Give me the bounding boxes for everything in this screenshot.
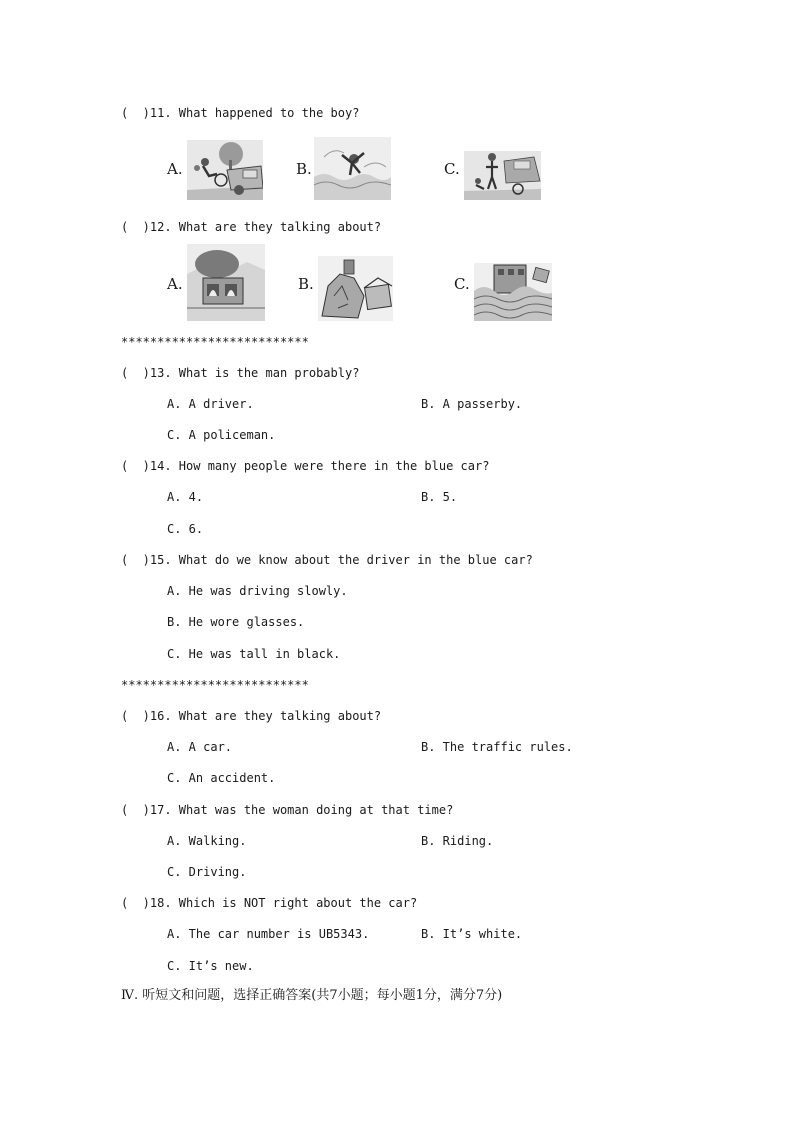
question-18-stem: ( )18. Which is NOT right about the car? xyxy=(121,896,418,910)
flood-waves-image xyxy=(474,263,552,321)
q15-option-a: A. He was driving slowly. xyxy=(167,584,348,598)
q15-option-b: B. He wore glasses. xyxy=(167,615,305,629)
q13-option-c: C. A policeman. xyxy=(167,428,276,442)
house-fire-image xyxy=(187,244,265,321)
q16-option-b: B. The traffic rules. xyxy=(421,740,573,754)
q17-option-a: A. Walking. xyxy=(167,834,247,848)
boy-bicycle-car-accident-image xyxy=(187,140,263,200)
question-16-stem: ( )16. What are they talking about? xyxy=(121,709,382,723)
q16-option-a: A. A car. xyxy=(167,740,233,754)
divider-stars: ************************** xyxy=(121,335,309,349)
boy-in-flood-water-image xyxy=(314,137,391,200)
q12-option-b-letter: B. xyxy=(298,275,314,293)
q11-option-c-letter: C. xyxy=(444,160,460,178)
question-15-stem: ( )15. What do we know about the driver in the blue car? xyxy=(121,553,533,567)
q12-option-a-letter: A. xyxy=(167,275,183,293)
boy-helped-after-bike-accident-image xyxy=(464,151,541,200)
q17-option-b: B. Riding. xyxy=(421,834,494,848)
q14-option-a: A. 4. xyxy=(167,490,204,504)
section-iv-heading: Ⅳ. 听短文和问题，选择正确答案(共7小题；每小题1分，满分7分) xyxy=(121,988,503,1003)
q11-option-b-letter: B. xyxy=(296,160,312,178)
q15-option-c: C. He was tall in black. xyxy=(167,647,341,661)
q14-option-c: C. 6. xyxy=(167,522,204,536)
question-11-stem: ( )11. What happened to the boy? xyxy=(121,106,360,120)
q17-option-c: C. Driving. xyxy=(167,865,247,879)
q14-option-b: B. 5. xyxy=(421,490,458,504)
q12-option-c-letter: C. xyxy=(454,275,470,293)
q11-option-a-letter: A. xyxy=(167,160,183,178)
question-17-stem: ( )17. What was the woman doing at that time? xyxy=(121,803,454,817)
q18-option-b: B. It’s white. xyxy=(421,927,523,941)
question-14-stem: ( )14. How many people were there in the blue car? xyxy=(121,459,490,473)
question-12-stem: ( )12. What are they talking about? xyxy=(121,220,382,234)
earthquake-rocks-image xyxy=(318,256,393,321)
divider-stars: ************************** xyxy=(121,678,309,692)
q13-option-a: A. A driver. xyxy=(167,397,254,411)
q13-option-b: B. A passerby. xyxy=(421,397,523,411)
q16-option-c: C. An accident. xyxy=(167,771,276,785)
q18-option-c: C. It’s new. xyxy=(167,959,254,973)
question-13-stem: ( )13. What is the man probably? xyxy=(121,366,360,380)
q18-option-a: A. The car number is UB5343. xyxy=(167,927,370,941)
